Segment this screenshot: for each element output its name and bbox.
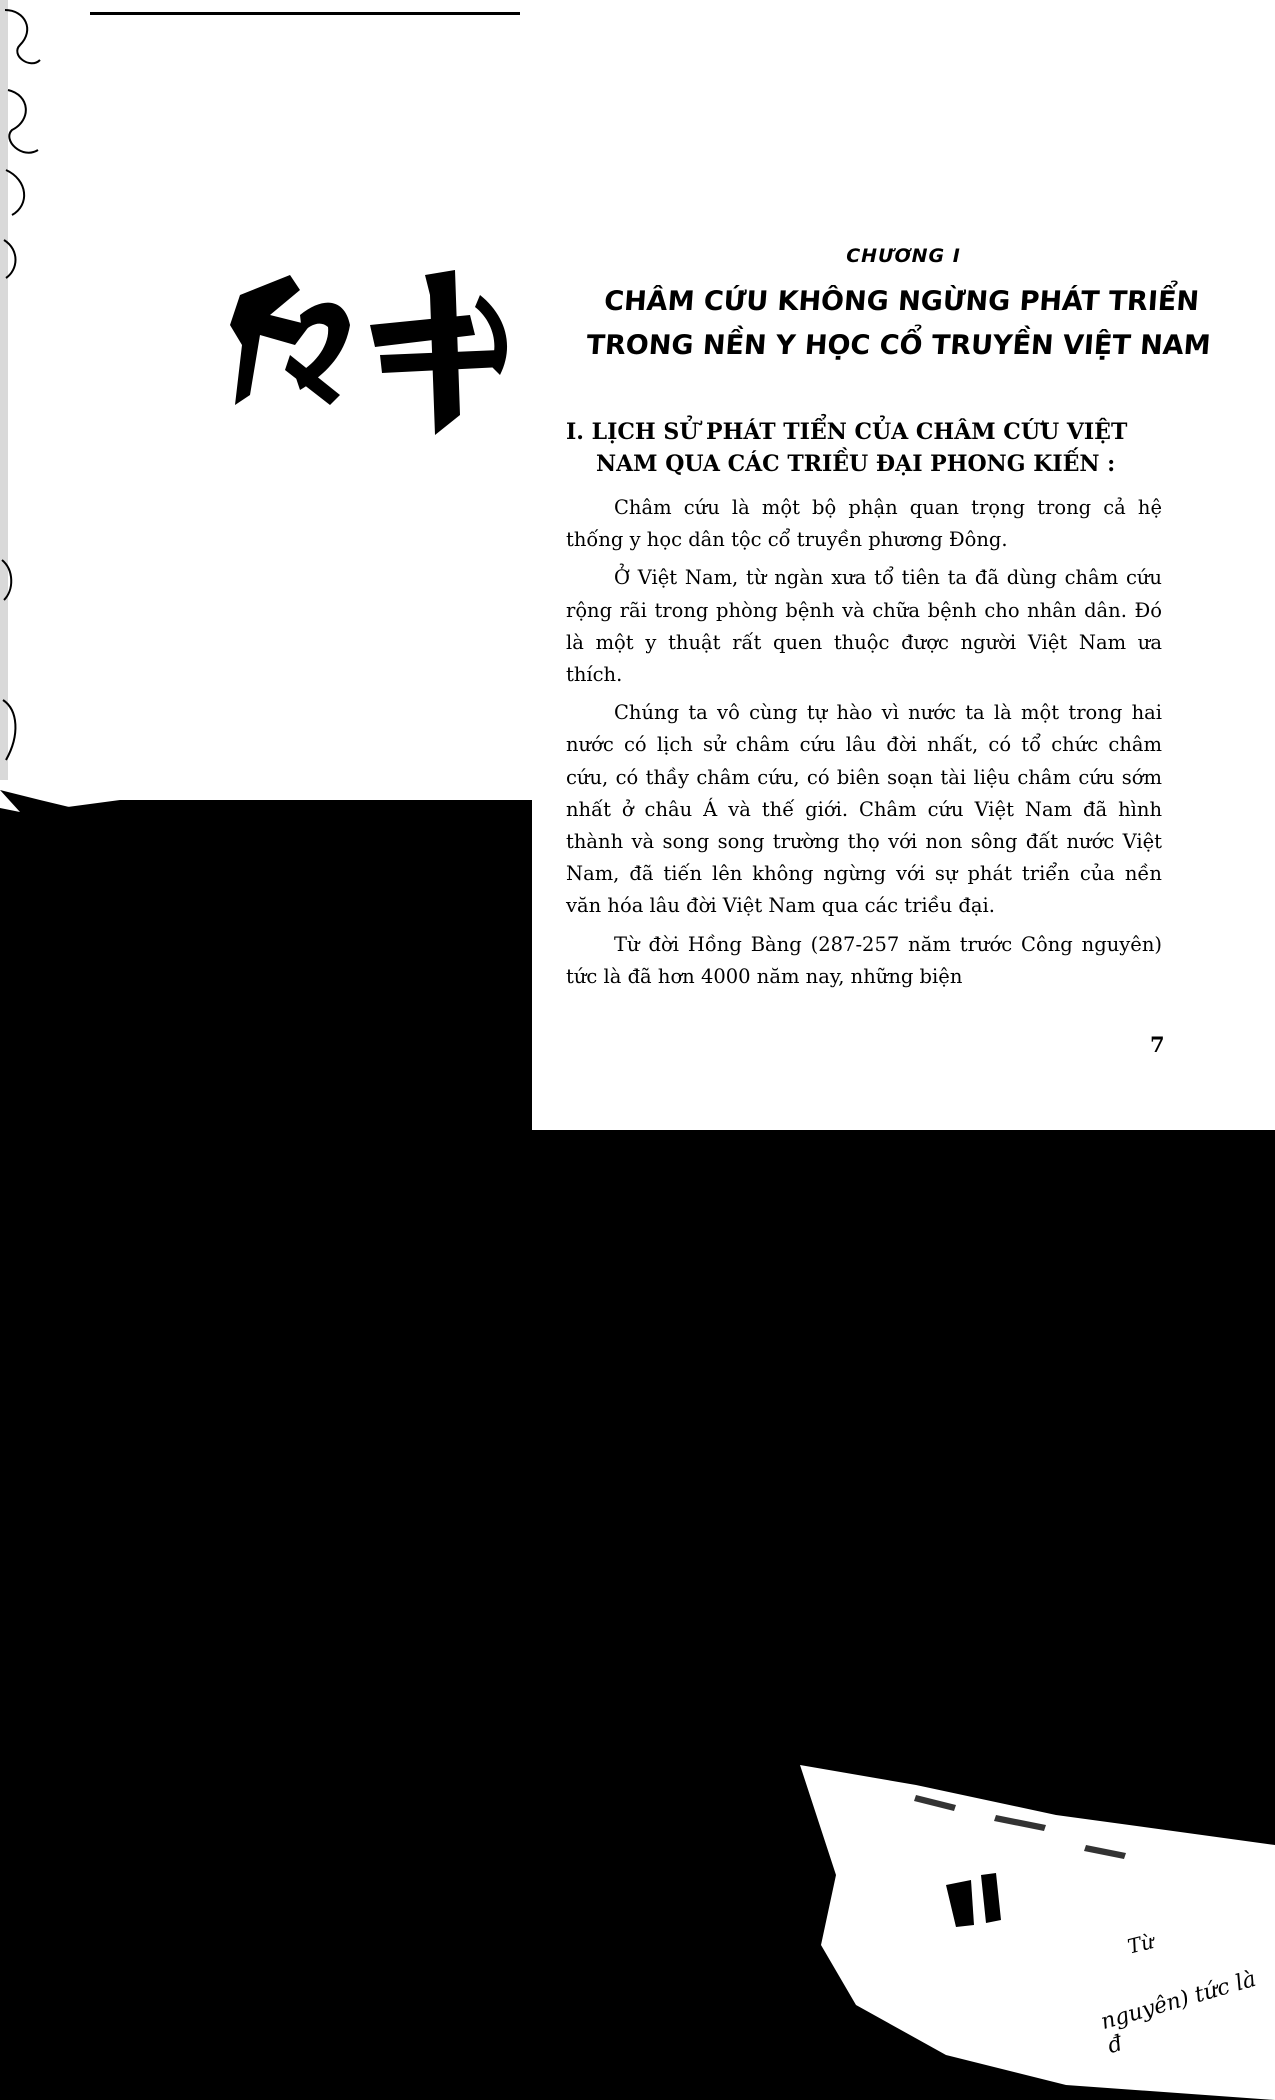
calligraphy-icon [230, 255, 530, 435]
paragraph: Châm cứu là một bộ phận quan trọng trong cả hệ thống y học dân tộc cổ truyền phương Đông. [566, 496, 1162, 552]
fold-fragment-word: Từ [1125, 1929, 1157, 1959]
fold-fragment-text: nguyên) tức là đ [1098, 1966, 1259, 2060]
chapter-title [557, 280, 1243, 368]
paragraph: Từ đời Hồng Bàng (287-257 năm trước Công nguyên) tức là đã hơn 4000 năm nay, những biện [566, 932, 1162, 988]
paragraph: Ở Việt Nam, từ ngàn xưa tổ tiên ta đã dùng châm cứu rộng rãi trong phòng bệnh và chữa bệnh cho nhân dân. Đó là một y thuật rất quen thuộc được người Việt Nam ưa thích. [566, 566, 1162, 687]
chapter-title-line-2: TRONG NỀN Y HỌC CỔ TRUYỀN VIỆT NAM [585, 330, 1212, 361]
decorative-border-icon [0, 0, 60, 780]
paragraph: Chúng ta vô cùng tự hào vì nước ta là một trong hai nước có lịch sử châm cứu lâu đời nhất, có tổ chức châm cứu, có thầy châm cứu, có biên soạn tài liệu châm cứu sớm nhất ở châu Á và thế giới. Châm cứu Việt Nam đã hình thành và song song trường thọ với non sông đất nước Việt Nam, đã tiến lên không ngừng với sự phát triển của nền văn hóa lâu đời Việt Nam qua các triều đại. [566, 701, 1162, 918]
section-heading-line-1: I. LỊCH SỬ PHÁT TIỂN CỦA CHÂM CỨU VIỆT [566, 419, 1128, 445]
body-text [566, 492, 1162, 999]
section-heading [566, 416, 1166, 480]
page-number: 7 [1150, 1032, 1165, 1057]
chapter-title-line-1: CHÂM CỨU KHÔNG NGỪNG PHÁT TRIỂN [603, 286, 1201, 317]
top-rule [90, 12, 520, 15]
folded-page-fragment [796, 1755, 1275, 2100]
section-heading-line-2: NAM QUA CÁC TRIỀU ĐẠI PHONG KIẾN : [596, 451, 1116, 477]
chapter-label: CHƯƠNG I [846, 245, 961, 267]
